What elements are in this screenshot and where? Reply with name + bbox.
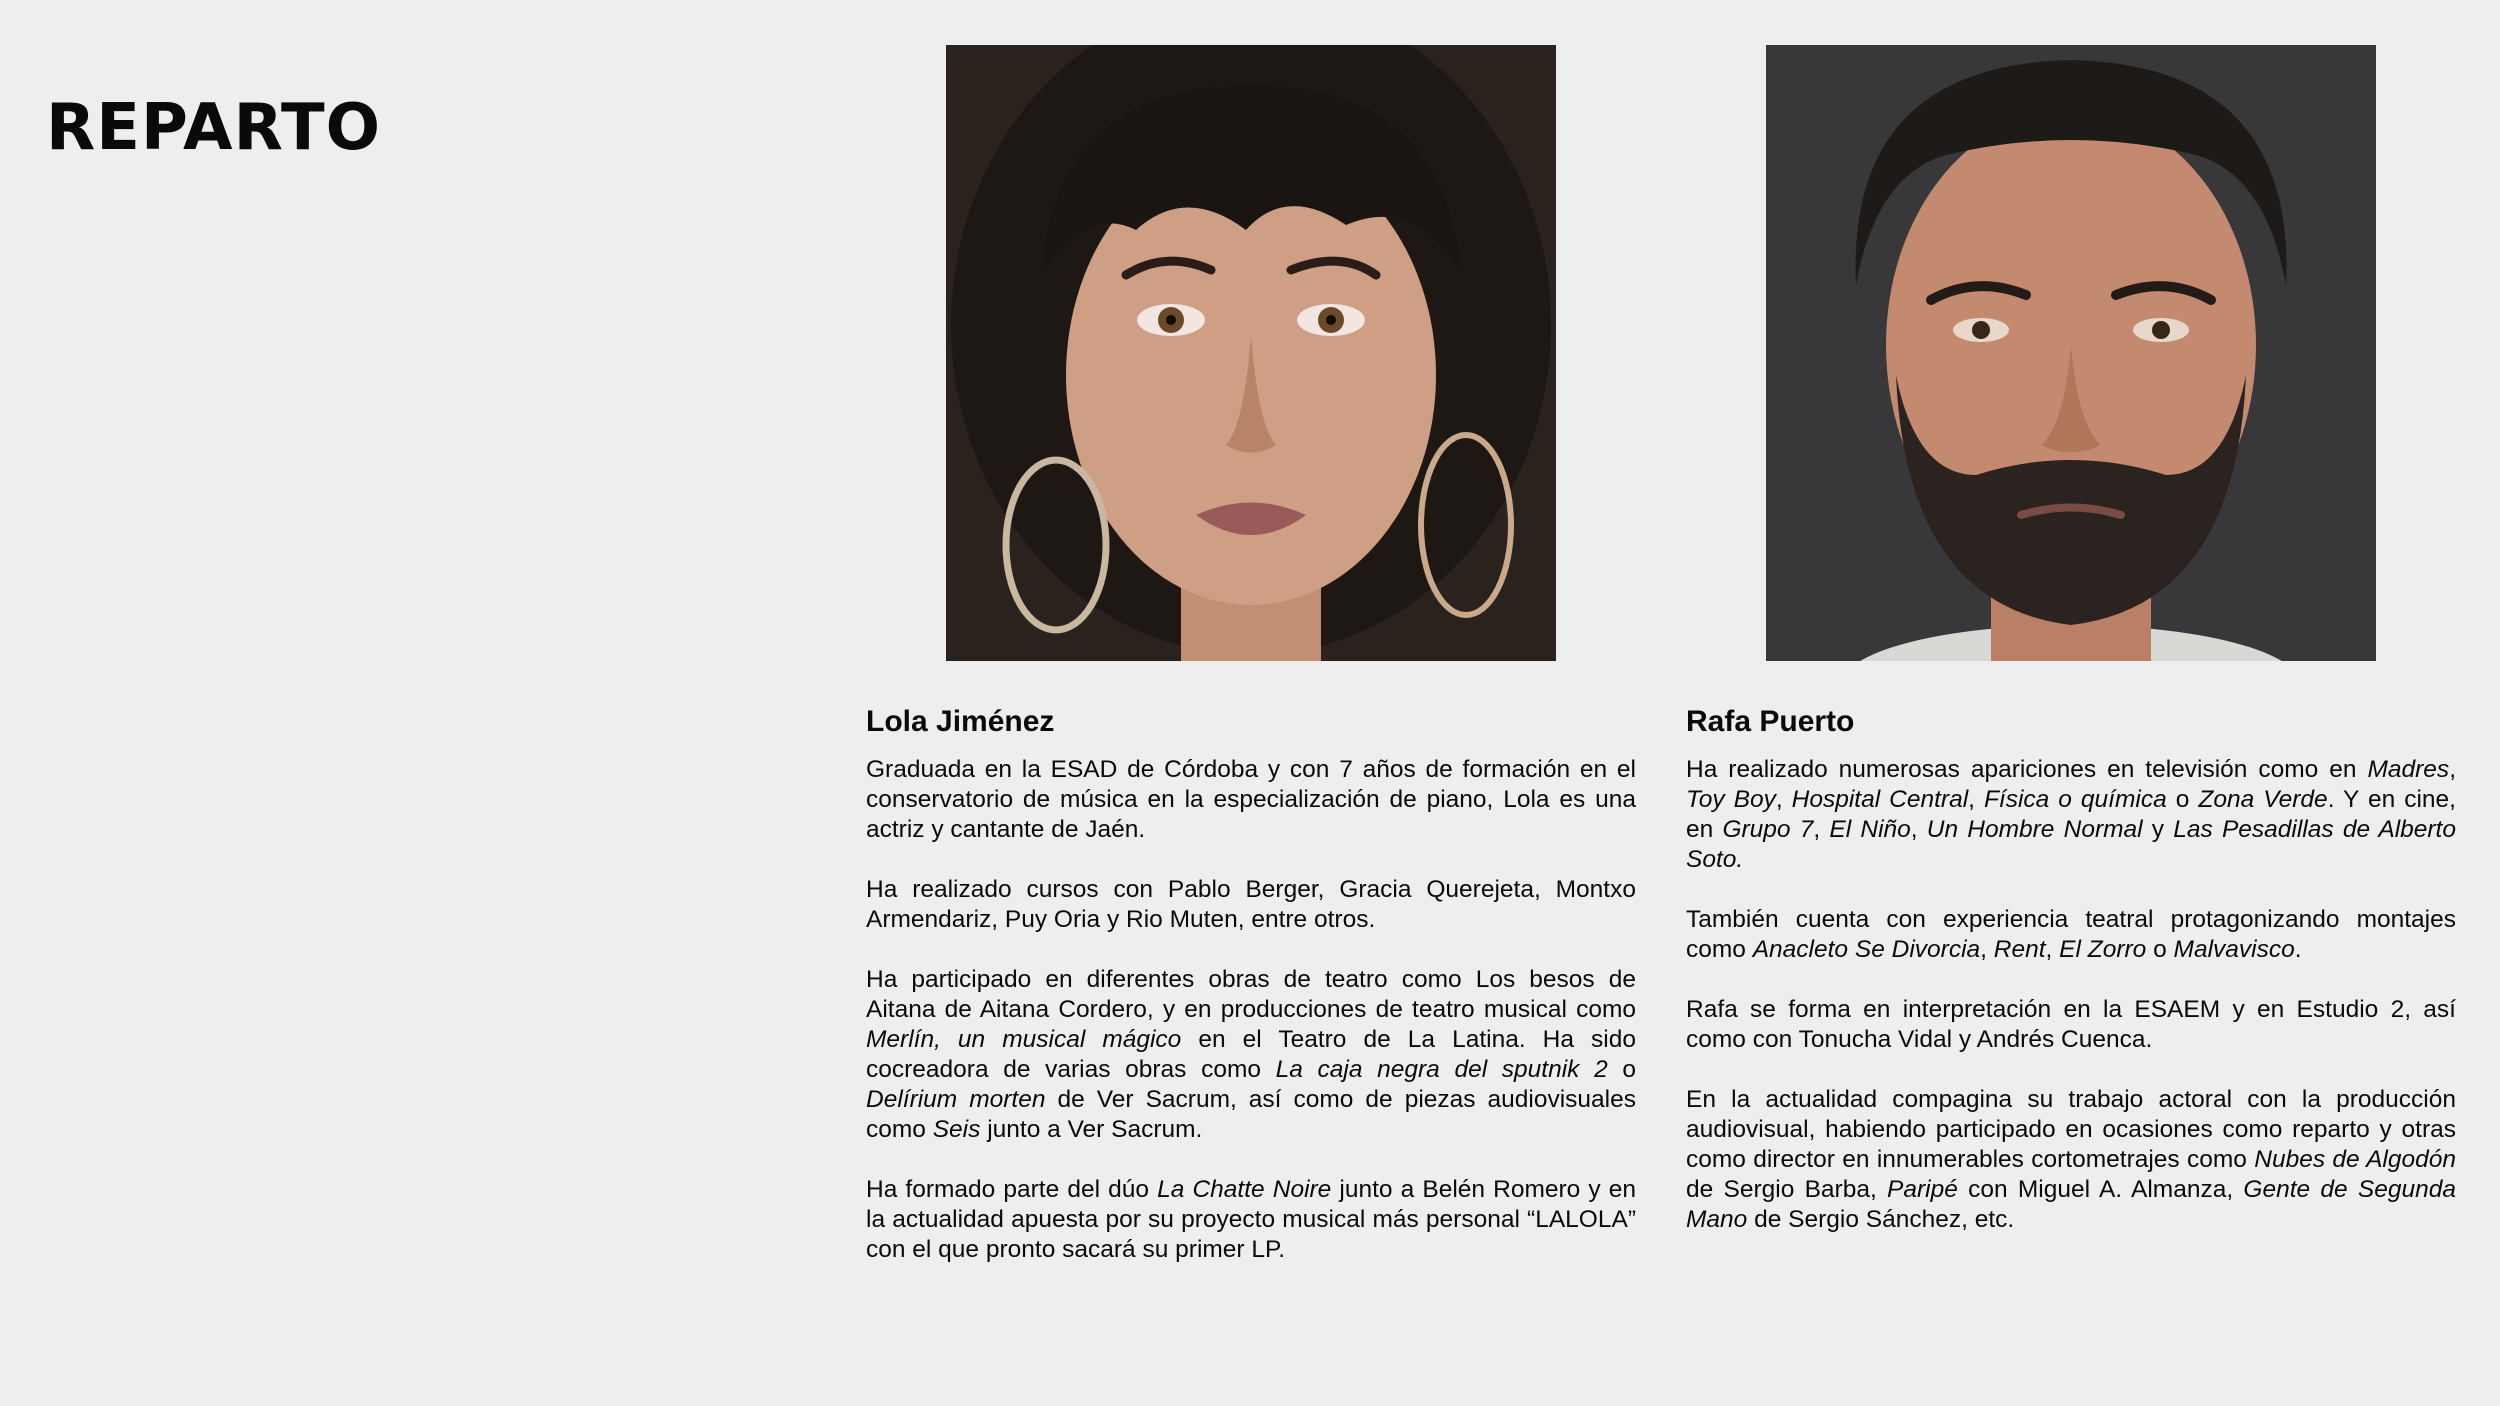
bio-title-italic: Merlín, un musical mágico	[866, 1026, 1182, 1053]
bio-text: Graduada en la ESAD de Córdoba y con 7 años de formación en el conservatorio de música en la especialización de piano, Lola es una actriz y cantante de Jaén.	[866, 756, 1636, 843]
bio-paragraph	[1686, 905, 2456, 965]
portrait-photo-rafa	[1766, 45, 2376, 661]
bio-text: y	[2142, 816, 2174, 843]
bio-text: de Sergio Barba,	[1686, 1176, 1888, 1203]
bio-paragraph	[866, 965, 1636, 1145]
bio-paragraph	[866, 875, 1636, 935]
bio-paragraph	[1686, 1085, 2456, 1235]
bio-text: Ha realizado numerosas apariciones en televisión como en	[1686, 756, 2368, 783]
bio-text: con Miguel A. Almanza,	[1957, 1176, 2244, 1203]
bio-title-italic: Gente de Segunda Mano	[1686, 1176, 2456, 1233]
bio-text: en el Teatro de La Latina. Ha sido cocreadora de varias obras como	[866, 1026, 1636, 1083]
bio-text: de Sergio Sánchez, etc.	[1747, 1206, 2015, 1233]
bio-title-italic: Madres	[2367, 756, 2450, 783]
bio-text: o	[2166, 786, 2199, 813]
bio-text: En la actualidad compagina su trabajo actoral con la producción audiovisual, habiendo participado en ocasiones como reparto y otras como director en innumerables cortometrajes como	[1686, 1086, 2456, 1173]
bio-paragraph	[1686, 755, 2456, 875]
bio-text: Ha realizado cursos con Pablo Berger, Gracia Querejeta, Montxo Armendariz, Puy Oria y Rio Muten, entre otros.	[866, 876, 1636, 933]
bio-title-italic: Grupo 7	[1722, 816, 1814, 843]
bio-title-italic: Un Hombre Normal	[1926, 816, 2143, 843]
bio-title-italic: Nubes de Algodón	[2254, 1146, 2456, 1173]
bio-text: o	[1607, 1056, 1636, 1083]
bio-title-italic: Paripé	[1887, 1176, 1958, 1203]
portrait-woman-icon	[946, 45, 1556, 661]
portrait-man-icon	[1766, 45, 2376, 661]
bio-text: o	[2146, 936, 2174, 963]
bio-text: ,	[1813, 816, 1830, 843]
bio-text: Rafa se forma en interpretación en la ESAEM y en Estudio 2, así como con Tonucha Vidal y Andrés Cuenca.	[1686, 996, 2456, 1053]
portrait-photo-lola	[946, 45, 1556, 661]
bio-title-italic: Las Pesadillas de Alberto Soto.	[1686, 816, 2456, 873]
cast-bio	[866, 755, 1636, 1295]
page-title: REPARTO	[46, 91, 382, 165]
bio-text: ,	[1968, 786, 1984, 813]
bio-title-italic: Física o química	[1983, 786, 2167, 813]
bio-title-italic: Hospital Central	[1791, 786, 1969, 813]
bio-text: ,	[1775, 786, 1792, 813]
bio-paragraph	[1686, 995, 2456, 1055]
bio-text: También cuenta con experiencia teatral protagonizando montajes como	[1686, 906, 2456, 963]
bio-title-italic: Rent	[1993, 936, 2046, 963]
bio-title-italic: Anacleto Se Divorcia	[1752, 936, 1981, 963]
cast-name: Rafa Puerto	[1686, 705, 1855, 738]
cast-bio	[1686, 755, 2456, 1265]
bio-text: Ha participado en diferentes obras de teatro como Los besos de Aitana de Aitana Cordero, y en producciones de teatro musical como	[866, 966, 1636, 1023]
bio-text: de Ver Sacrum, así como de piezas audiovisuales como	[866, 1086, 1637, 1143]
bio-text: ,	[1910, 816, 1927, 843]
bio-title-italic: El Zorro	[2059, 936, 2147, 963]
bio-text: ,	[2045, 936, 2060, 963]
bio-title-italic: Toy Boy	[1686, 786, 1776, 813]
bio-text: junto a Ver Sacrum.	[980, 1116, 1203, 1143]
bio-title-italic: La caja negra del sputnik 2	[1275, 1056, 1608, 1083]
cast-name: Lola Jiménez	[866, 705, 1055, 738]
bio-text: junto a Belén Romero y en la actualidad apuesta por su proyecto musical más personal “LALOLA” con el que pronto sacará su primer LP.	[866, 1176, 1636, 1263]
bio-title-italic: Zona Verde	[2198, 786, 2328, 813]
bio-text: ,	[1980, 936, 1994, 963]
bio-title-italic: Malvavisco	[2173, 936, 2295, 963]
bio-title-italic: Delírium morten	[866, 1086, 1046, 1113]
bio-paragraph	[866, 1175, 1636, 1265]
bio-text: Ha formado parte del dúo	[866, 1176, 1158, 1203]
bio-text: .	[2294, 936, 2302, 963]
bio-title-italic: Seis	[932, 1116, 981, 1143]
bio-title-italic: El Niño	[1829, 816, 1911, 843]
bio-paragraph	[866, 755, 1636, 845]
bio-title-italic: La Chatte Noire	[1157, 1176, 1332, 1203]
bio-text: ,	[2449, 756, 2456, 783]
bio-text: . Y en cine, en	[1686, 786, 2456, 843]
